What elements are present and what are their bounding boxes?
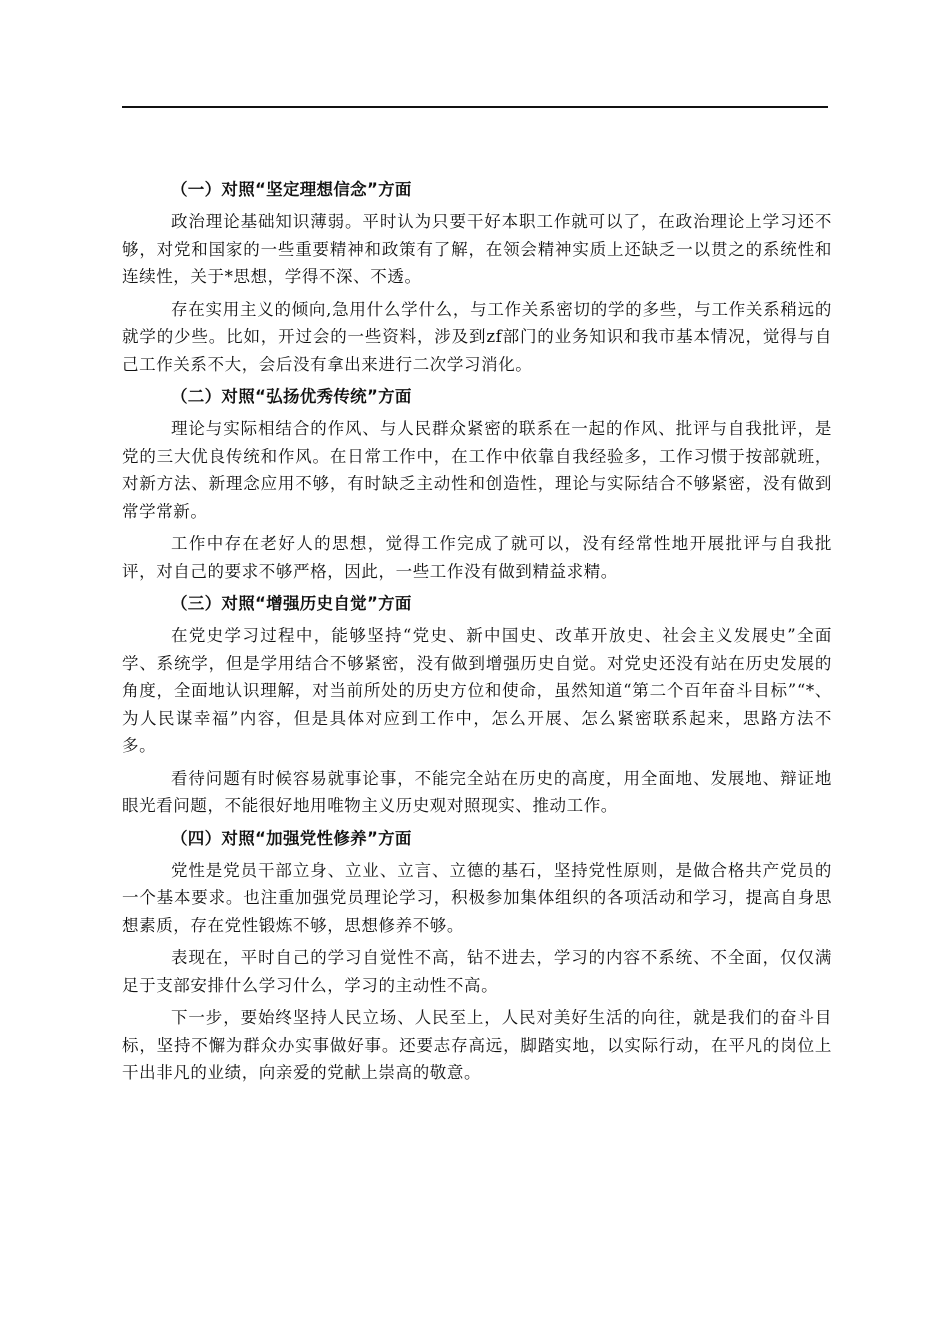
section-1 bbox=[122, 176, 832, 378]
section-3 bbox=[122, 590, 832, 820]
paragraph: 在党史学习过程中，能够坚持“党史、新中国史、改革开放史、社会主义发展史”全面学、系统学，但是学用结合不够紧密，没有做到增强历史自觉。对党史还没有站在历史发展的角度，全面地认识理解，对当前所处的历史方位和使命，虽然知道“第二个百年奋斗目标”“*、为人民谋幸福”内容，但是具体对应到工作中，怎么开展、怎么紧密联系起来，思路方法不多。 bbox=[122, 626, 832, 755]
section-heading: （二）对照“弘扬优秀传统”方面 bbox=[171, 387, 412, 406]
paragraph: 看待问题有时候容易就事论事，不能完全站在历史的高度，用全面地、发展地、辩证地眼光看问题，不能很好地用唯物主义历史观对照现实、推动工作。 bbox=[122, 768, 832, 815]
section-heading: （四）对照“加强党性修养”方面 bbox=[171, 828, 412, 848]
section-heading: （一）对照“坚定理想信念”方面 bbox=[171, 180, 412, 199]
paragraph: 存在实用主义的倾向,急用什么学什么，与工作关系密切的学的多些，与工作关系稍远的就学的少些。比如，开过会的一些资料，涉及到zf部门的业务知识和我市基本情况，觉得与自己工作关系不大，会后没有拿出来进行二次学习消化。 bbox=[122, 299, 832, 374]
paragraph: 工作中存在老好人的思想，觉得工作完成了就可以，没有经常性地开展批评与自我批评，对自己的要求不够严格，因此，一些工作没有做到精益求精。 bbox=[122, 534, 832, 581]
paragraph: 理论与实际相结合的作风、与人民群众紧密的联系在一起的作风、批评与自我批评，是党的三大优良传统和作风。在日常工作中，在工作中依靠自我经验多，工作习惯于按部就班，对新方法、新理念应用不够，有时缺乏主动性和创造性，理论与实际结合不够紧密，没有做到常学常新。 bbox=[122, 419, 832, 521]
section-4 bbox=[122, 825, 832, 1087]
paragraph: 表现在，平时自己的学习自觉性不高，钻不进去，学习的内容不系统、不全面，仅仅满足于支部安排什么学习什么，学习的主动性不高。 bbox=[122, 948, 832, 995]
paragraph: 下一步，要始终坚持人民立场、人民至上，人民对美好生活的向往，就是我们的奋斗目标，坚持不懈为群众办实事做好事。还要志存高远，脚踏实地，以实际行动，在平凡的岗位上干出非凡的业绩，向亲爱的党献上崇高的敬意。 bbox=[122, 1008, 832, 1082]
document-body bbox=[122, 176, 832, 1092]
header-rule bbox=[122, 106, 828, 108]
section-2 bbox=[122, 383, 832, 585]
paragraph: 党性是党员干部立身、立业、立言、立德的基石，坚持党性原则，是做合格共产党员的一个基本要求。也注重加强党员理论学习，积极参加集体组织的各项活动和学习，提高自身思想素质，存在党性锻炼不够，思想修养不够。 bbox=[122, 860, 832, 935]
paragraph: 政治理论基础知识薄弱。平时认为只要干好本职工作就可以了，在政治理论上学习还不够，对党和国家的一些重要精神和政策有了解，在领会精神实质上还缺乏一以贯之的系统性和连续性，关于*思想，学得不深、不透。 bbox=[122, 212, 832, 286]
section-heading: （三）对照“增强历史自觉”方面 bbox=[171, 594, 412, 613]
